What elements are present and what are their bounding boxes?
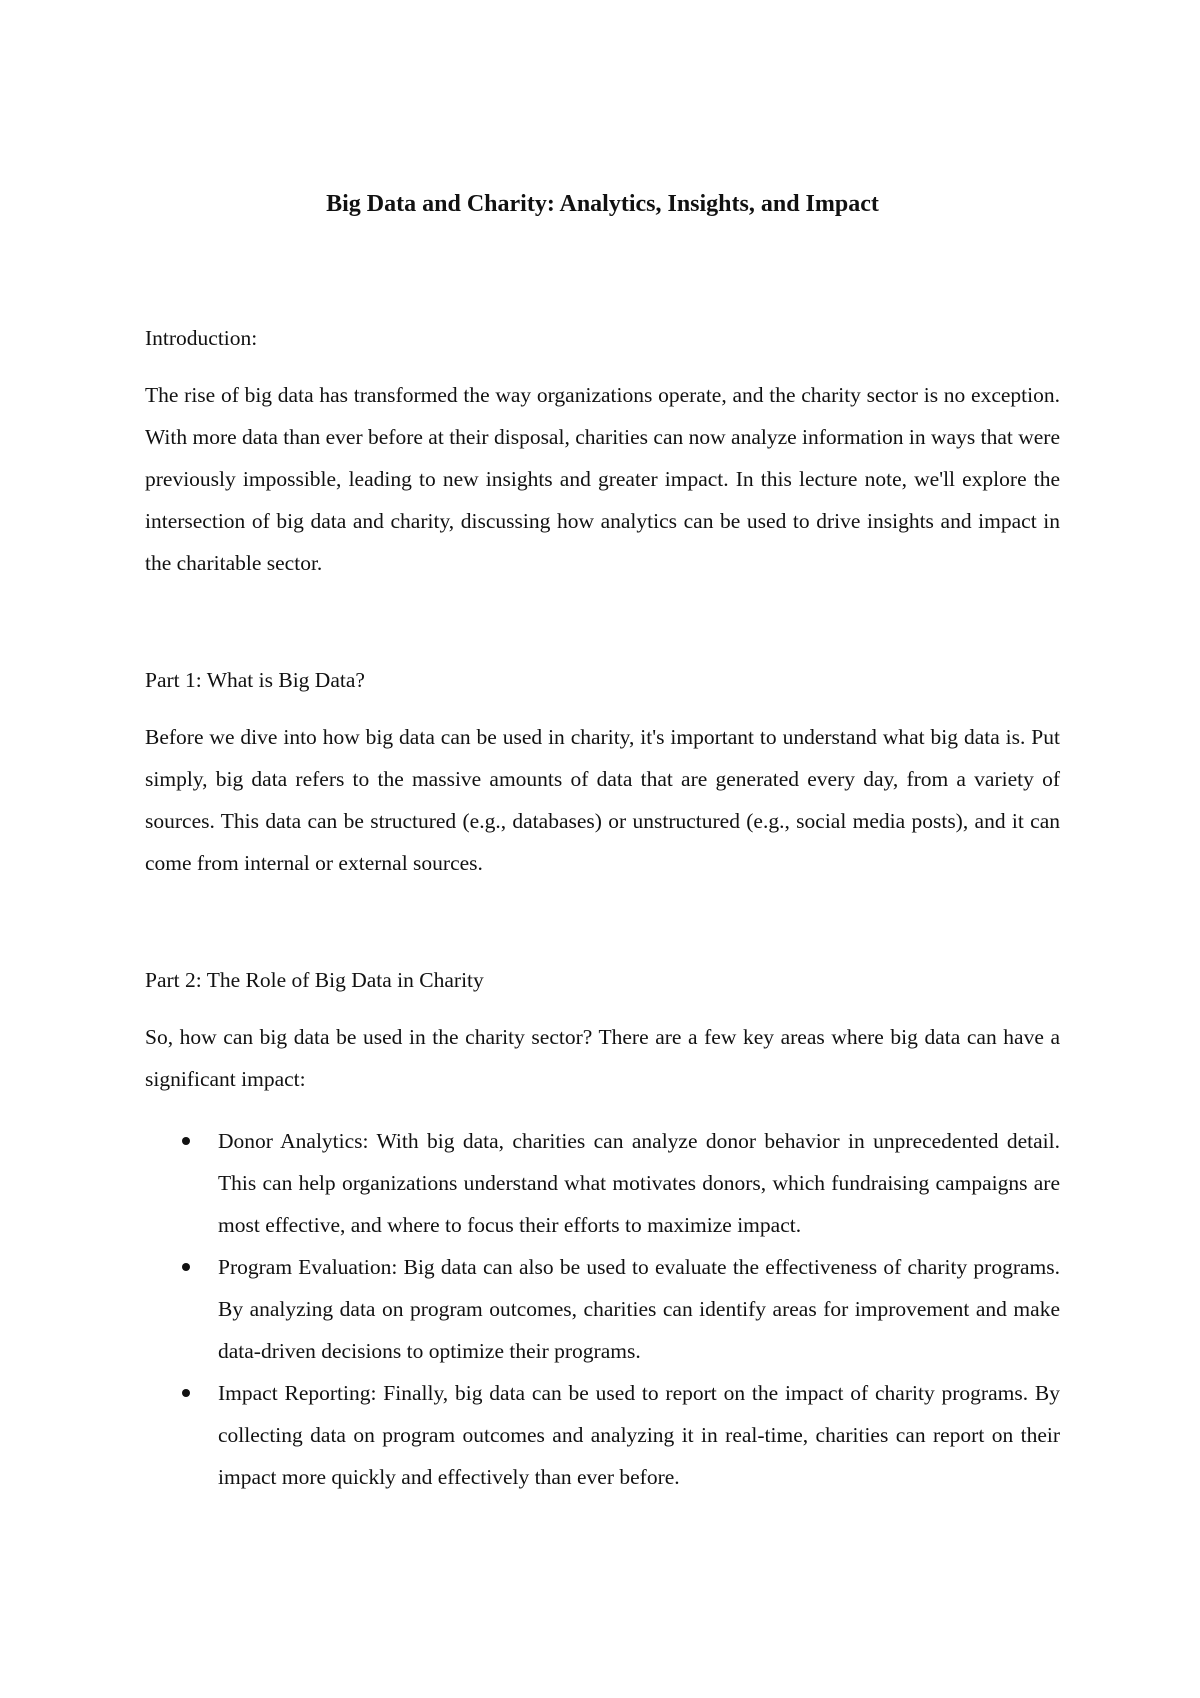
part-2-paragraph: So, how can big data be used in the charity sector? There are a few key areas where big data can have a significant impact: bbox=[145, 1025, 1060, 1091]
list-item-impact-reporting bbox=[145, 1372, 1060, 1498]
part-1-paragraph: Before we dive into how big data can be used in charity, it's important to understand what big data is. Put simply, big data refers to the massive amounts of data that are generated every day, from a variety of sources. This data can be structured (e.g., databases) or unstructured (e.g., social media posts), and it can come from internal or external sources. bbox=[145, 725, 1060, 875]
introduction-paragraph: The rise of big data has transformed the way organizations operate, and the charity sector is no exception. With more data than ever before at their disposal, charities can now analyze information in ways that were previously impossible, leading to new insights and greater impact. In this lecture note, we'll explore the intersection of big data and charity, discussing how analytics can be used to drive insights and impact in the charitable sector. bbox=[145, 383, 1060, 575]
list-item-text: Donor Analytics: With big data, charities can analyze donor behavior in unprecedented detail. This can help organizations understand what motivates donors, which fundraising campaigns are most effective, and where to focus their efforts to maximize impact. bbox=[218, 1129, 1060, 1237]
bullet-icon bbox=[182, 1263, 190, 1271]
key-areas-list bbox=[145, 1120, 1060, 1498]
list-item-text: Program Evaluation: Big data can also be used to evaluate the effectiveness of charity programs. By analyzing data on program outcomes, charities can identify areas for improvement and make data-driven decisions to optimize their programs. bbox=[218, 1255, 1060, 1363]
section-heading-part-1: Part 1: What is Big Data? bbox=[145, 668, 365, 692]
section-heading-part-2: Part 2: The Role of Big Data in Charity bbox=[145, 968, 484, 992]
list-item-donor-analytics bbox=[145, 1120, 1060, 1246]
list-item-text: Impact Reporting: Finally, big data can be used to report on the impact of charity programs. By collecting data on program outcomes and analyzing it in real-time, charities can report on their impact more quickly and effectively than ever before. bbox=[218, 1381, 1060, 1489]
list-item-program-evaluation bbox=[145, 1246, 1060, 1372]
bullet-icon bbox=[182, 1137, 190, 1145]
bullet-icon bbox=[182, 1389, 190, 1397]
document-title: Big Data and Charity: Analytics, Insights, and Impact bbox=[326, 191, 879, 217]
section-heading-introduction: Introduction: bbox=[145, 326, 258, 350]
